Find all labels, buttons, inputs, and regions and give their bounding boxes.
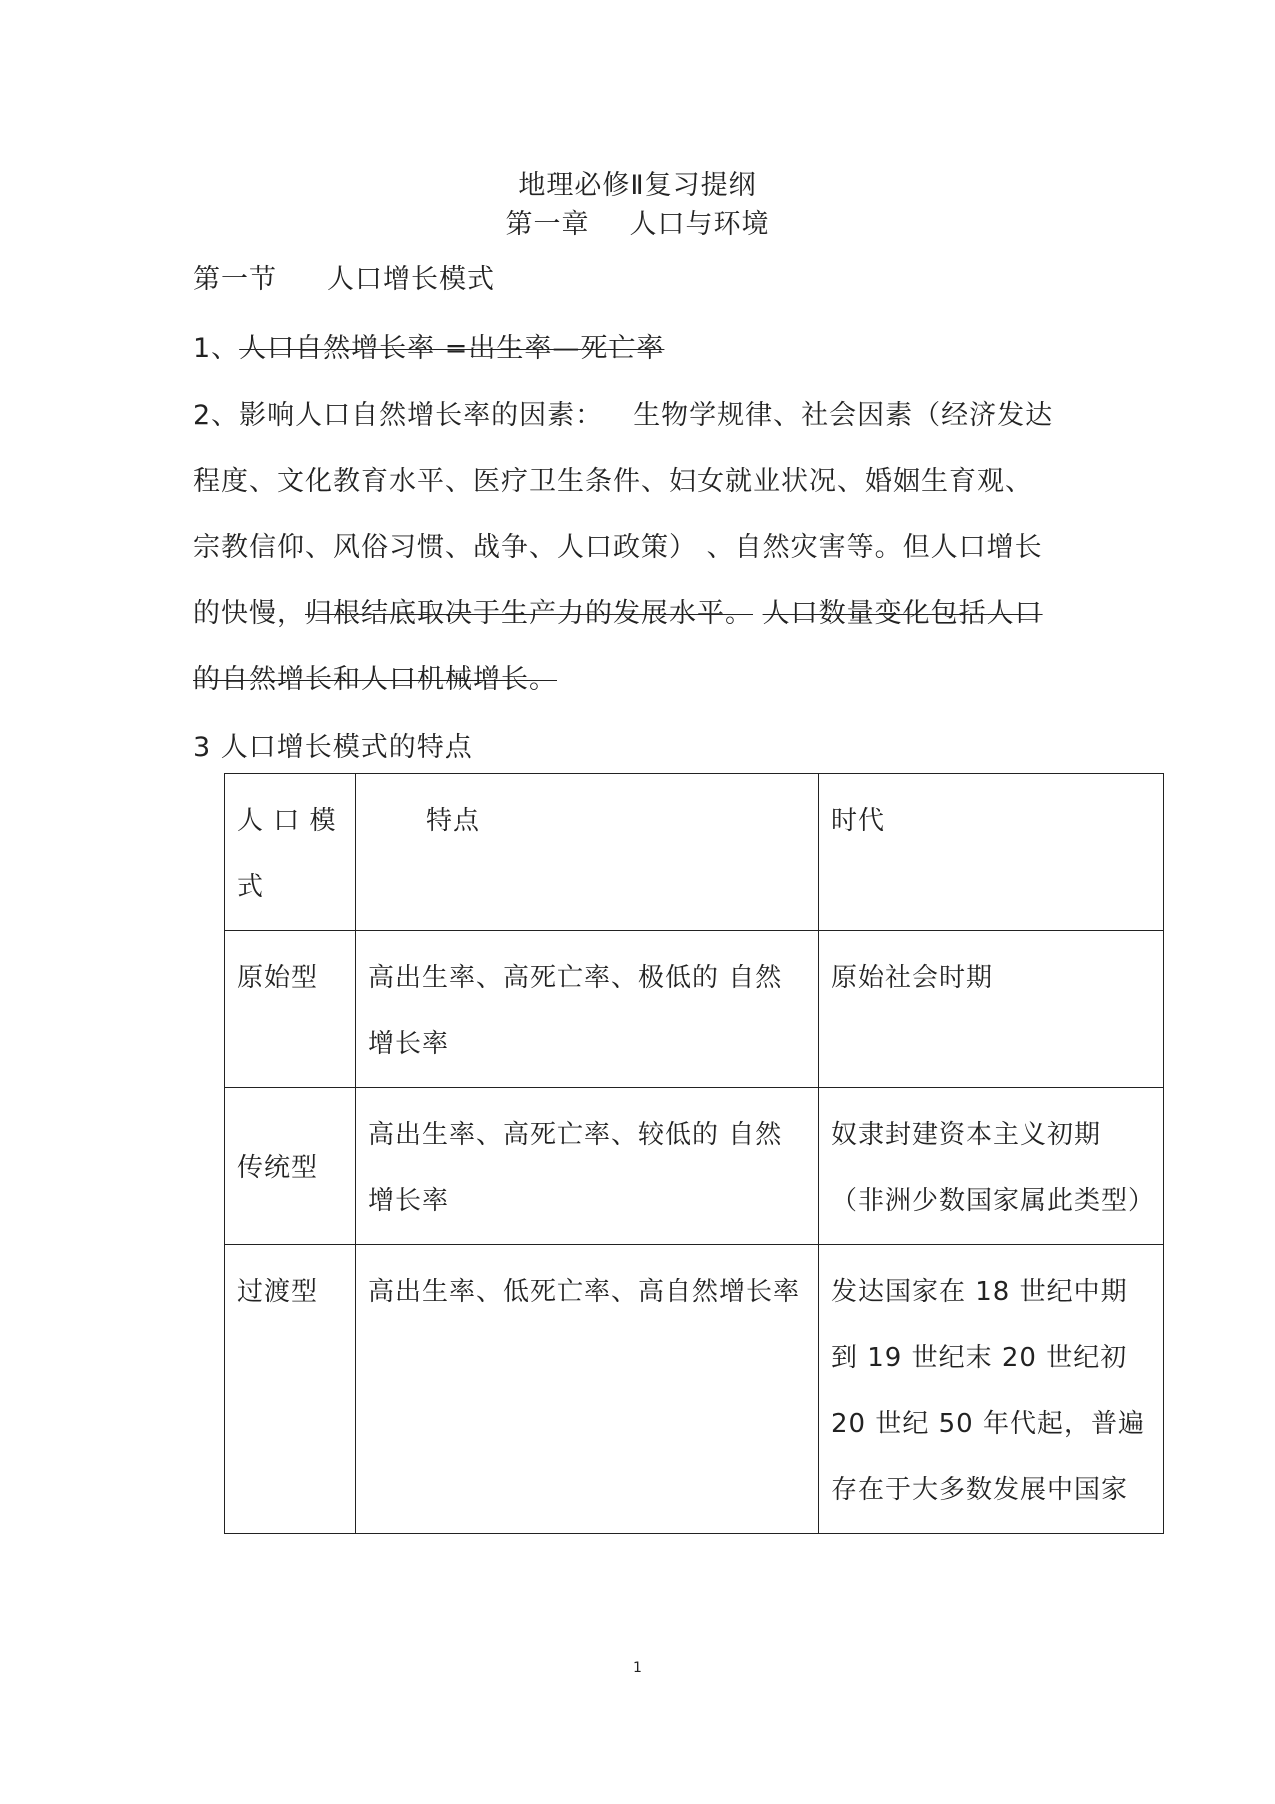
item-2-line-1 [193, 393, 1053, 432]
item-2-prefix: 2、影响人口自然增长率的因素： [193, 400, 604, 431]
table-row [225, 931, 1164, 1088]
section-heading [193, 257, 495, 296]
row-feature: 高出生率、高死亡率、极低的 自然增长率 [356, 931, 819, 1088]
document-title: 地理必修Ⅱ复习提纲 [518, 170, 757, 201]
item-2-line-5 [193, 657, 557, 696]
item-3: 3 人口增长模式的特点 [193, 732, 473, 763]
item-2-change-text: 人口数量变化包括人口 [762, 598, 1043, 629]
chapter-number: 第一章 [505, 209, 590, 240]
chapter-name: 人口与环境 [629, 209, 770, 240]
section-name: 人口增长模式 [327, 264, 495, 295]
row-era: 原始社会时期 [819, 931, 1164, 1088]
chapter-heading [0, 202, 1275, 241]
row-mode: 过渡型 [225, 1245, 356, 1534]
table-header-row [225, 774, 1164, 931]
page-number: 1 [633, 1660, 642, 1676]
row-mode: 原始型 [225, 931, 356, 1088]
row-era: 奴隶封建资本主义初期 （非洲少数国家属此类型） [819, 1088, 1164, 1245]
section-number: 第一节 [193, 264, 277, 295]
population-mode-table [224, 773, 1164, 1534]
item-1-text: 人口自然增长率 =出生率—死亡率 [239, 333, 665, 364]
item-1 [193, 326, 664, 365]
row-feature: 高出生率、低死亡率、高自然增长率 [356, 1245, 819, 1534]
table-row [225, 1088, 1164, 1245]
header-feature: 特点 [356, 774, 819, 931]
header-mode: 人 口 模 式 [225, 774, 356, 931]
table-row [225, 1245, 1164, 1534]
item-2-text-d: 的快慢， [193, 598, 305, 629]
item-2-text-a: 生物学规律、社会因素（经济发达 [633, 400, 1054, 431]
item-1-prefix: 1、 [193, 333, 240, 364]
item-2-line-3: 宗教信仰、风俗习惯、战争、人口政策） 、自然灾害等。但人口增长 [193, 532, 1043, 563]
item-2-line-2: 程度、文化教育水平、医疗卫生条件、妇女就业状况、婚姻生育观、 [193, 466, 1033, 497]
row-mode: 传统型 [225, 1088, 356, 1245]
row-era: 发达国家在 18 世纪中期到 19 世纪末 20 世纪初 20 世纪 50 年代起，普遍存在于大多数发展中国家 [819, 1245, 1164, 1534]
row-feature: 高出生率、高死亡率、较低的 自然增长率 [356, 1088, 819, 1245]
item-2-line-4 [193, 591, 1043, 630]
item-2-change-text-cont: 的自然增长和人口机械增长。 [193, 664, 557, 695]
item-2-emphasis: 归根结底取决于生产力的发展水平。 [305, 598, 753, 629]
header-era: 时代 [819, 774, 1164, 931]
